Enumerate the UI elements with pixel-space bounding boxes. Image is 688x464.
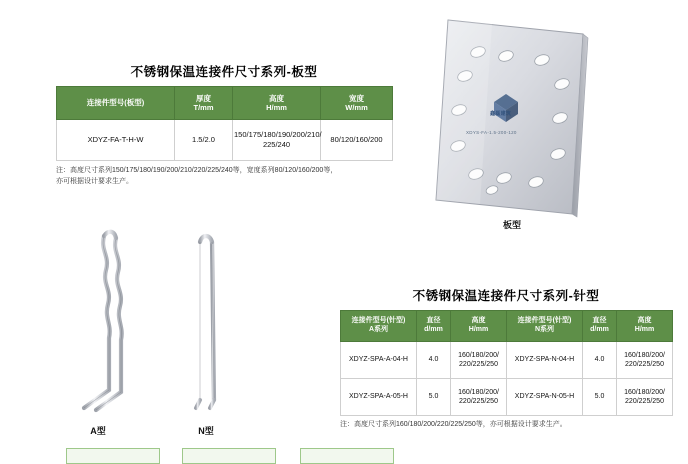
cell-model-a: XDYZ-SPA-A-05-H	[341, 379, 417, 416]
cell-height-a-line1: 160/180/200/	[458, 351, 499, 359]
watermark-code-text: XDYS-FA-1.5-200-120	[466, 130, 517, 135]
col-header-height-line2: H/mm	[266, 103, 287, 112]
col-header-height-n-line2: H/mm	[634, 326, 655, 333]
bottom-panel-2	[182, 448, 276, 464]
pin-spec-section	[340, 286, 672, 431]
plate-figure-caption: 板型	[502, 220, 521, 230]
cell-diameter-n: 5.0	[583, 379, 617, 416]
col-header-height-n-line1: 高度	[637, 317, 652, 325]
pin-table-title: 不锈钢保温连接件尺寸系列-针型	[412, 289, 600, 303]
col-header-thickness	[175, 87, 233, 120]
plate-table-title: 不锈钢保温连接件尺寸系列-板型	[130, 65, 318, 79]
table-header-row	[57, 87, 393, 120]
plate-spec-table	[56, 86, 393, 161]
col-header-height	[233, 87, 321, 120]
anchor-svg	[60, 222, 270, 422]
cell-model-a: XDYZ-SPA-A-04-H	[341, 342, 417, 379]
cell-height-line1: 150/175/180/190/200/210/	[234, 130, 322, 140]
col-header-model-a	[341, 311, 417, 342]
col-header-model: 连接件型号(板型)	[57, 87, 175, 120]
anchor-a-caption: A型	[90, 426, 106, 436]
col-header-height-a-line1: 高度	[471, 317, 486, 325]
col-header-height-line1: 高度	[269, 93, 284, 103]
col-header-width	[321, 87, 393, 120]
col-header-diameter-a-line1: 直径	[426, 317, 441, 325]
col-header-thickness-line1: 厚度	[196, 93, 211, 103]
cell-height-a	[451, 342, 507, 379]
col-header-thickness-line2: T/mm	[193, 103, 214, 112]
col-header-diameter-n-line2: d/mm	[590, 326, 609, 333]
cell-model: XDYZ-FA-T-H-W	[57, 120, 175, 161]
table-row	[57, 120, 393, 161]
col-header-height-a-line2: H/mm	[468, 326, 489, 333]
bottom-panel-1	[66, 448, 160, 464]
col-header-height-a	[451, 311, 507, 342]
cell-height-a-line2: 220/225/250	[459, 361, 498, 368]
col-header-width-line1: 宽度	[349, 93, 364, 103]
plate-spec-section	[56, 62, 392, 187]
table-row	[341, 379, 673, 416]
plate-svg	[432, 14, 592, 224]
cell-height-a-line1: 160/180/200/	[458, 388, 499, 396]
cell-model-n: XDYZ-SPA-N-05-H	[507, 379, 583, 416]
anchor-product-illustration	[60, 222, 270, 422]
cell-diameter-a: 5.0	[417, 379, 451, 416]
anchor-n-caption: N型	[198, 426, 214, 436]
col-header-model-a-line2: A系列	[368, 326, 389, 333]
cell-height	[233, 120, 321, 161]
plate-note-line2: 亦可根据设计要求生产。	[56, 177, 133, 185]
cell-height-n-line2: 220/225/250	[625, 361, 664, 368]
cell-height-n-line1: 160/180/200/	[624, 351, 665, 359]
plate-table-note	[56, 166, 400, 187]
cell-height-n-line1: 160/180/200/	[624, 388, 665, 396]
cell-height-line2: 225/240	[262, 140, 291, 149]
col-header-diameter-a	[417, 311, 451, 342]
plate-note-line1: 注：高度尺寸系列150/175/180/190/200/210/220/225/240等，宽度系列80/120/160/200等，	[56, 167, 338, 174]
cell-height-n	[617, 342, 673, 379]
col-header-diameter-a-line2: d/mm	[424, 326, 443, 333]
col-header-model-a-line1: 连接件型号(针型)	[351, 317, 406, 325]
col-header-diameter-n	[583, 311, 617, 342]
watermark-brand-text: 鑫磊建筑	[490, 111, 512, 117]
cell-height-n-line2: 220/225/250	[625, 398, 664, 405]
cell-diameter-a: 4.0	[417, 342, 451, 379]
table-header-row	[341, 311, 673, 342]
col-header-diameter-n-line1: 直径	[592, 317, 607, 325]
col-header-height-n	[617, 311, 673, 342]
plate-product-illustration	[432, 14, 592, 224]
bottom-panel-3	[300, 448, 394, 464]
col-header-model-n	[507, 311, 583, 342]
cell-height-a	[451, 379, 507, 416]
col-header-model-n-line1: 连接件型号(针型)	[517, 317, 572, 325]
cell-diameter-n: 4.0	[583, 342, 617, 379]
cell-height-a-line2: 220/225/250	[459, 398, 498, 405]
table-row	[341, 342, 673, 379]
pin-spec-table	[340, 310, 673, 416]
pin-table-note: 注：高度尺寸系列160/180/200/220/225/250等，亦可根据设计要求生产。	[340, 421, 567, 428]
cell-thickness: 1.5/2.0	[175, 120, 233, 161]
cell-width: 80/120/160/200	[321, 120, 393, 161]
col-header-width-line2: W/mm	[345, 103, 368, 112]
cell-height-n	[617, 379, 673, 416]
col-header-model-n-line2: N系列	[534, 326, 555, 333]
anchor-a-shape	[84, 236, 122, 410]
cell-model-n: XDYZ-SPA-N-04-H	[507, 342, 583, 379]
